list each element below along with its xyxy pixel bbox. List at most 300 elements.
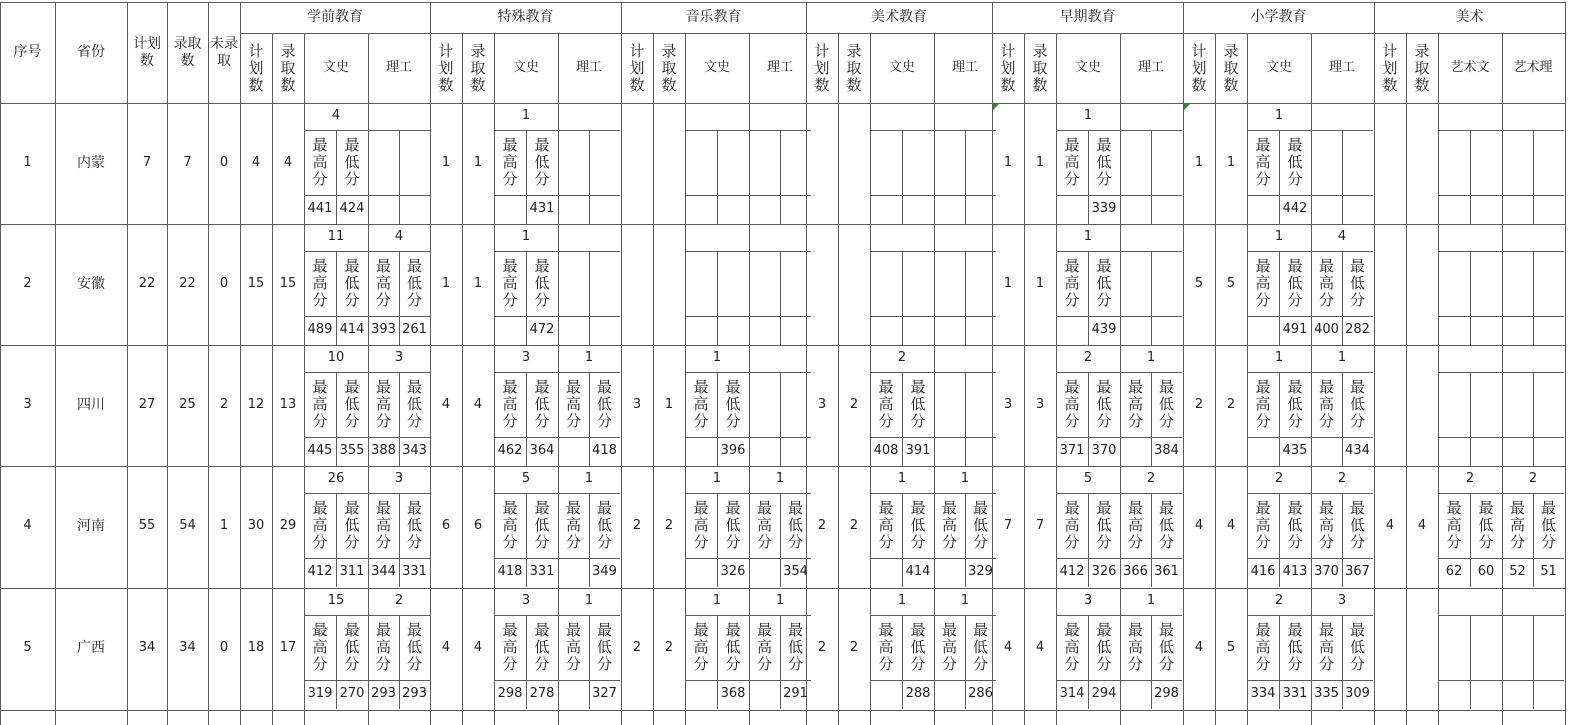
sub-header-plan[interactable]: 计划数 <box>629 41 645 94</box>
wen-min-label[interactable]: 最低分 <box>534 378 550 430</box>
li-min-value[interactable]: 327 <box>592 686 617 702</box>
li-min-value[interactable] <box>1151 316 1182 345</box>
major-plan[interactable]: 2 <box>1194 397 1204 413</box>
wen-min-value[interactable]: 414 <box>339 322 365 338</box>
wen-min-label[interactable]: 最低分 <box>534 136 550 188</box>
li-min-value[interactable]: 343 <box>402 443 427 459</box>
wen-max-label[interactable]: 最高分 <box>1255 136 1271 188</box>
li-count[interactable]: 1 <box>1146 350 1156 366</box>
li-max-value[interactable] <box>749 316 780 345</box>
major-admitted[interactable] <box>653 224 685 345</box>
wen-max-label[interactable]: 最高分 <box>1064 378 1080 430</box>
wen-min-label[interactable]: 最低分 <box>1478 499 1494 551</box>
major-admitted[interactable]: 4 <box>1035 640 1045 656</box>
li-min-label[interactable]: 最低分 <box>406 499 422 551</box>
wen-min-value[interactable]: 326 <box>1091 564 1117 580</box>
li-min-value[interactable]: 286 <box>968 686 993 702</box>
li-min-value[interactable]: 434 <box>1345 443 1370 459</box>
wen-min-value[interactable]: 331 <box>529 564 555 580</box>
wen-max-value[interactable]: 462 <box>497 443 523 459</box>
wen-min-label[interactable]: 最低分 <box>725 499 741 551</box>
major-header[interactable]: 学前教育 <box>307 8 363 25</box>
row-not-admitted[interactable]: 1 <box>219 518 229 534</box>
wen-max-value[interactable]: 298 <box>497 686 523 702</box>
li-max-value[interactable] <box>1120 680 1151 709</box>
wen-max-label[interactable]: 最高分 <box>878 499 894 551</box>
li-count[interactable]: 3 <box>1337 593 1347 609</box>
sub-header-art-wen[interactable]: 艺术文 <box>1450 59 1490 75</box>
wen-min-label[interactable]: 最低分 <box>725 621 741 673</box>
wen-min-label[interactable]: 最低分 <box>534 621 550 673</box>
wen-min-label[interactable]: 最低分 <box>910 499 926 551</box>
major-admitted[interactable]: 2 <box>849 640 859 656</box>
wen-max-value[interactable]: 441 <box>307 201 333 217</box>
sub-header-admitted[interactable]: 录取数 <box>1032 41 1048 94</box>
wen-min-label[interactable]: 最低分 <box>1096 257 1112 309</box>
wen-min-value[interactable]: 414 <box>905 564 931 580</box>
wen-max-value[interactable] <box>1247 437 1279 466</box>
li-max-value[interactable]: 370 <box>1314 564 1339 580</box>
major-admitted[interactable]: 1 <box>1226 155 1236 171</box>
li-min-value[interactable] <box>1533 437 1564 466</box>
li-min-label[interactable]: 最低分 <box>406 257 422 309</box>
major-admitted[interactable]: 3 <box>1035 397 1045 413</box>
wen-min-value[interactable]: 364 <box>529 443 555 459</box>
wen-count[interactable]: 1 <box>897 471 907 487</box>
li-max-value[interactable]: 388 <box>371 443 396 459</box>
wen-min-label[interactable]: 最低分 <box>910 621 926 673</box>
wen-max-value[interactable]: 408 <box>873 443 899 459</box>
li-min-value[interactable]: 418 <box>592 443 617 459</box>
li-max-label[interactable]: 最高分 <box>565 621 581 673</box>
li-max-value[interactable] <box>1502 437 1533 466</box>
wen-max-value[interactable] <box>685 316 717 345</box>
wen-min-value[interactable]: 60 <box>1477 564 1495 580</box>
wen-max-value[interactable] <box>870 316 902 345</box>
li-count[interactable]: 4 <box>1337 229 1347 245</box>
li-min-value[interactable] <box>1533 195 1564 224</box>
major-admitted[interactable]: 17 <box>279 640 297 656</box>
li-min-value[interactable]: 293 <box>402 686 427 702</box>
wen-min-value[interactable]: 491 <box>1282 322 1308 338</box>
li-min-value[interactable]: 261 <box>402 322 427 338</box>
wen-count[interactable]: 11 <box>327 229 345 245</box>
li-count[interactable]: 1 <box>584 471 594 487</box>
major-admitted[interactable]: 29 <box>279 518 297 534</box>
li-min-label[interactable]: 最低分 <box>972 621 988 673</box>
row-province[interactable]: 广西 <box>77 639 105 656</box>
li-count[interactable]: 3 <box>394 350 404 366</box>
li-max-value[interactable]: 52 <box>1509 564 1526 580</box>
li-max-value[interactable]: 335 <box>1314 686 1339 702</box>
wen-max-value[interactable]: 412 <box>307 564 333 580</box>
li-count[interactable]: 2 <box>1528 471 1538 487</box>
wen-min-label[interactable]: 最低分 <box>1096 378 1112 430</box>
row-not-admitted[interactable]: 0 <box>219 276 229 292</box>
sub-header-wenshi[interactable]: 文史 <box>888 59 915 75</box>
li-count[interactable] <box>749 345 811 372</box>
wen-max-value[interactable] <box>685 680 717 709</box>
row-province[interactable]: 内蒙 <box>77 154 105 171</box>
wen-count[interactable]: 2 <box>1083 350 1093 366</box>
major-plan[interactable]: 4 <box>441 397 451 413</box>
wen-count[interactable] <box>1438 345 1502 372</box>
li-count[interactable]: 1 <box>960 471 970 487</box>
wen-max-value[interactable] <box>685 195 717 224</box>
major-header[interactable]: 美术 <box>1455 8 1484 25</box>
major-plan[interactable] <box>806 224 838 345</box>
wen-max-value[interactable]: 334 <box>1250 686 1276 702</box>
li-max-label[interactable]: 最高分 <box>375 257 391 309</box>
wen-count[interactable]: 1 <box>1083 229 1093 245</box>
li-max-label[interactable]: 最高分 <box>1318 257 1334 309</box>
major-admitted[interactable]: 1 <box>1035 276 1045 292</box>
li-max-value[interactable] <box>558 437 589 466</box>
row-admitted[interactable]: 54 <box>179 518 196 534</box>
wen-max-value[interactable] <box>870 680 902 709</box>
wen-count[interactable] <box>1438 103 1502 130</box>
sub-header-admitted[interactable]: 录取数 <box>280 41 296 94</box>
sub-header-ligong[interactable]: 理工 <box>1328 59 1355 75</box>
li-max-value[interactable] <box>749 437 780 466</box>
major-admitted[interactable]: 1 <box>473 276 483 292</box>
wen-count[interactable]: 3 <box>521 350 531 366</box>
major-admitted[interactable]: 4 <box>473 397 483 413</box>
li-max-value[interactable] <box>1502 316 1533 345</box>
li-count[interactable]: 2 <box>1146 471 1156 487</box>
major-admitted[interactable]: 5 <box>1226 640 1236 656</box>
li-count[interactable]: 1 <box>775 593 785 609</box>
row-plan[interactable]: 22 <box>138 276 156 292</box>
wen-max-value[interactable] <box>1438 680 1470 709</box>
li-max-label[interactable]: 最高分 <box>375 621 391 673</box>
li-min-label[interactable]: 最低分 <box>596 499 612 551</box>
row-not-admitted[interactable]: 0 <box>219 640 229 656</box>
li-max-value[interactable] <box>1120 437 1151 466</box>
li-max-value[interactable]: 366 <box>1123 564 1148 580</box>
li-min-value[interactable]: 354 <box>783 564 808 580</box>
wen-min-value[interactable]: 472 <box>529 322 555 338</box>
row-province[interactable]: 安徽 <box>77 275 105 292</box>
major-plan[interactable]: 1 <box>441 276 451 292</box>
wen-max-label[interactable]: 最高分 <box>312 378 328 430</box>
wen-count[interactable]: 1 <box>1083 108 1093 124</box>
wen-max-label[interactable]: 最高分 <box>878 378 894 430</box>
li-max-value[interactable] <box>558 195 589 224</box>
major-admitted[interactable]: 2 <box>664 518 674 534</box>
wen-count[interactable]: 1 <box>1274 350 1284 366</box>
major-plan[interactable]: 3 <box>632 397 642 413</box>
li-max-value[interactable] <box>934 558 965 587</box>
wen-min-label[interactable]: 最低分 <box>1287 136 1303 188</box>
li-max-label[interactable]: 最高分 <box>756 621 772 673</box>
row-plan[interactable]: 27 <box>138 397 156 413</box>
wen-min-value[interactable]: 431 <box>529 201 555 217</box>
li-max-label[interactable]: 最高分 <box>565 499 581 551</box>
wen-max-value[interactable] <box>870 195 902 224</box>
wen-min-value[interactable]: 424 <box>339 201 365 217</box>
li-count[interactable]: 1 <box>960 593 970 609</box>
li-count[interactable]: 1 <box>1337 350 1347 366</box>
wen-max-label[interactable]: 最高分 <box>502 378 518 430</box>
sub-header-admitted[interactable]: 录取数 <box>661 41 677 94</box>
li-max-label[interactable]: 最高分 <box>1127 378 1143 430</box>
wen-count[interactable]: 1 <box>712 593 722 609</box>
sub-header-plan[interactable]: 计划数 <box>1191 41 1207 94</box>
major-plan[interactable]: 15 <box>247 276 265 292</box>
wen-min-label[interactable]: 最低分 <box>344 621 360 673</box>
sub-header-wenshi[interactable]: 文史 <box>322 59 349 75</box>
sub-header-plan[interactable]: 计划数 <box>1382 41 1398 94</box>
li-min-label[interactable]: 最低分 <box>406 378 422 430</box>
row-admitted[interactable]: 34 <box>179 640 196 656</box>
sub-header-admitted[interactable]: 录取数 <box>470 41 486 94</box>
major-plan[interactable]: 3 <box>817 397 827 413</box>
wen-count[interactable]: 4 <box>331 108 341 124</box>
wen-count[interactable]: 26 <box>327 471 345 487</box>
wen-max-value[interactable]: 371 <box>1059 443 1085 459</box>
major-admitted[interactable]: 4 <box>1226 518 1236 534</box>
wen-max-label[interactable]: 最高分 <box>878 621 894 673</box>
wen-min-value[interactable] <box>1470 680 1502 709</box>
wen-max-value[interactable] <box>685 437 717 466</box>
li-count[interactable]: 2 <box>1337 471 1347 487</box>
major-plan[interactable]: 30 <box>247 518 265 534</box>
li-count[interactable]: 4 <box>394 229 404 245</box>
li-max-value[interactable]: 293 <box>371 686 396 702</box>
sub-header-plan[interactable]: 计划数 <box>438 41 454 94</box>
wen-count[interactable] <box>1438 224 1502 251</box>
li-min-label[interactable]: 最低分 <box>1349 257 1365 309</box>
header-not-admitted[interactable]: 未录取 <box>210 35 238 69</box>
li-min-value[interactable] <box>589 316 620 345</box>
wen-count[interactable]: 2 <box>1274 593 1284 609</box>
wen-max-label[interactable]: 最高分 <box>502 136 518 188</box>
row-seq[interactable]: 2 <box>23 276 32 292</box>
wen-max-label[interactable]: 最高分 <box>1255 378 1271 430</box>
major-header[interactable]: 美术教育 <box>871 8 927 25</box>
wen-max-label[interactable]: 最高分 <box>1446 499 1462 551</box>
major-plan[interactable]: 7 <box>1003 518 1013 534</box>
wen-max-label[interactable]: 最高分 <box>1064 621 1080 673</box>
major-header[interactable]: 早期教育 <box>1059 8 1116 25</box>
major-admitted[interactable]: 4 <box>473 640 483 656</box>
sub-header-plan[interactable]: 计划数 <box>248 41 264 94</box>
major-admitted[interactable]: 1 <box>473 155 483 171</box>
header-admitted[interactable]: 录取数 <box>173 35 202 69</box>
major-plan[interactable]: 3 <box>1003 397 1013 413</box>
li-min-value[interactable]: 309 <box>1345 686 1370 702</box>
wen-max-label[interactable]: 最高分 <box>312 621 328 673</box>
wen-min-value[interactable]: 288 <box>905 686 931 702</box>
major-admitted[interactable]: 1 <box>1035 155 1045 171</box>
wen-min-value[interactable] <box>902 195 934 224</box>
major-admitted[interactable]: 6 <box>473 518 483 534</box>
row-seq[interactable]: 4 <box>23 518 32 534</box>
header-plan[interactable]: 计划数 <box>133 35 161 69</box>
major-plan[interactable]: 4 <box>1194 640 1204 656</box>
major-plan[interactable]: 1 <box>441 155 451 171</box>
sub-header-wenshi[interactable]: 文史 <box>1265 59 1292 75</box>
major-header[interactable]: 小学教育 <box>1250 8 1307 25</box>
sub-header-ligong[interactable]: 理工 <box>385 59 412 75</box>
wen-count[interactable]: 2 <box>897 350 907 366</box>
major-admitted[interactable] <box>1406 103 1438 224</box>
header-province[interactable]: 省份 <box>77 43 105 60</box>
wen-max-value[interactable]: 445 <box>307 443 333 459</box>
li-count[interactable]: 2 <box>394 593 404 609</box>
wen-min-value[interactable]: 439 <box>1091 322 1117 338</box>
row-seq[interactable]: 5 <box>23 640 32 656</box>
li-min-value[interactable]: 51 <box>1540 564 1557 580</box>
wen-min-label[interactable]: 最低分 <box>1096 499 1112 551</box>
li-count[interactable] <box>558 224 620 251</box>
major-admitted[interactable]: 2 <box>664 640 674 656</box>
major-admitted[interactable]: 7 <box>1035 518 1045 534</box>
li-min-label[interactable]: 最低分 <box>972 499 988 551</box>
major-admitted[interactable] <box>1406 345 1438 466</box>
wen-min-label[interactable]: 最低分 <box>534 257 550 309</box>
li-max-label[interactable]: 最高分 <box>941 499 957 551</box>
wen-count[interactable]: 1 <box>712 471 722 487</box>
wen-max-value[interactable]: 62 <box>1445 564 1463 580</box>
wen-max-value[interactable]: 319 <box>307 686 333 702</box>
major-admitted[interactable] <box>653 103 685 224</box>
major-header[interactable]: 音乐教育 <box>685 8 742 25</box>
wen-min-value[interactable]: 339 <box>1091 201 1117 217</box>
li-max-label[interactable]: 最高分 <box>1127 499 1143 551</box>
li-count[interactable] <box>1311 103 1373 130</box>
wen-max-value[interactable]: 314 <box>1059 686 1085 702</box>
row-admitted[interactable]: 25 <box>179 397 196 413</box>
li-min-label[interactable]: 最低分 <box>1349 621 1365 673</box>
row-admitted[interactable]: 7 <box>183 155 192 171</box>
li-max-value[interactable]: 393 <box>371 322 396 338</box>
row-plan[interactable]: 34 <box>138 640 156 656</box>
wen-max-label[interactable]: 最高分 <box>312 136 328 188</box>
major-plan[interactable] <box>621 103 653 224</box>
wen-min-label[interactable]: 最低分 <box>910 378 926 430</box>
wen-max-value[interactable] <box>494 316 526 345</box>
li-max-value[interactable] <box>749 195 780 224</box>
wen-max-value[interactable] <box>1247 316 1279 345</box>
wen-max-value[interactable]: 489 <box>307 322 333 338</box>
li-min-value[interactable] <box>1533 680 1564 709</box>
li-max-value[interactable] <box>1311 437 1342 466</box>
sub-header-plan[interactable]: 计划数 <box>814 41 830 94</box>
li-max-label[interactable]: 最高分 <box>1318 378 1334 430</box>
wen-min-value[interactable] <box>1470 195 1502 224</box>
sub-header-wenshi[interactable]: 文史 <box>512 59 539 75</box>
wen-max-value[interactable] <box>1247 195 1279 224</box>
wen-max-label[interactable]: 最高分 <box>502 499 518 551</box>
wen-max-value[interactable] <box>1056 316 1088 345</box>
sub-header-ligong[interactable]: 理工 <box>951 59 978 75</box>
major-plan[interactable]: 18 <box>247 640 265 656</box>
major-admitted[interactable] <box>838 103 870 224</box>
wen-min-value[interactable]: 370 <box>1091 443 1117 459</box>
major-plan[interactable]: 4 <box>1003 640 1013 656</box>
wen-max-value[interactable] <box>685 558 717 587</box>
major-plan[interactable]: 2 <box>817 640 827 656</box>
wen-max-label[interactable]: 最高分 <box>1064 499 1080 551</box>
sub-header-art-li[interactable]: 艺术理 <box>1513 59 1553 75</box>
wen-max-value[interactable] <box>1438 195 1470 224</box>
li-min-label[interactable]: 最低分 <box>1158 378 1174 430</box>
wen-min-label[interactable]: 最低分 <box>1287 499 1303 551</box>
li-min-label[interactable]: 最低分 <box>596 621 612 673</box>
wen-min-value[interactable]: 270 <box>339 686 365 702</box>
wen-max-value[interactable]: 412 <box>1059 564 1085 580</box>
li-min-label[interactable]: 最低分 <box>1349 378 1365 430</box>
wen-min-label[interactable]: 最低分 <box>344 378 360 430</box>
row-seq[interactable]: 1 <box>23 155 32 171</box>
li-count[interactable]: 1 <box>1146 593 1156 609</box>
major-plan[interactable]: 1 <box>1194 155 1204 171</box>
wen-min-value[interactable] <box>717 316 749 345</box>
li-max-value[interactable] <box>558 558 589 587</box>
major-admitted[interactable]: 2 <box>849 397 859 413</box>
li-count[interactable] <box>1502 103 1564 130</box>
li-max-value[interactable] <box>749 558 780 587</box>
wen-max-label[interactable]: 最高分 <box>1064 257 1080 309</box>
major-plan[interactable]: 2 <box>632 640 642 656</box>
li-min-value[interactable]: 384 <box>1154 443 1179 459</box>
wen-min-value[interactable]: 413 <box>1282 564 1308 580</box>
wen-count[interactable]: 1 <box>521 108 531 124</box>
wen-max-label[interactable]: 最高分 <box>1255 499 1271 551</box>
li-max-label[interactable]: 最高分 <box>941 621 957 673</box>
li-count[interactable] <box>749 224 811 251</box>
wen-min-label[interactable]: 最低分 <box>344 136 360 188</box>
li-min-value[interactable] <box>1533 316 1564 345</box>
sub-header-admitted[interactable]: 录取数 <box>1223 41 1239 94</box>
wen-max-value[interactable] <box>1056 195 1088 224</box>
wen-count[interactable]: 1 <box>1274 108 1284 124</box>
wen-max-label[interactable]: 最高分 <box>312 257 328 309</box>
row-plan[interactable]: 7 <box>142 155 152 171</box>
li-min-label[interactable]: 最低分 <box>1158 499 1174 551</box>
major-admitted[interactable]: 4 <box>1417 518 1427 534</box>
sub-header-admitted[interactable]: 录取数 <box>846 41 862 94</box>
major-admitted[interactable] <box>1406 224 1438 345</box>
major-plan[interactable]: 2 <box>817 518 827 534</box>
sub-header-wenshi[interactable]: 文史 <box>1074 59 1101 75</box>
wen-min-value[interactable]: 326 <box>720 564 746 580</box>
wen-count[interactable] <box>685 224 749 251</box>
li-max-value[interactable] <box>934 680 965 709</box>
wen-min-value[interactable]: 435 <box>1282 443 1308 459</box>
row-not-admitted[interactable]: 2 <box>219 397 229 413</box>
wen-max-label[interactable]: 最高分 <box>1255 621 1271 673</box>
wen-max-value[interactable] <box>494 195 526 224</box>
wen-max-label[interactable]: 最高分 <box>1255 257 1271 309</box>
major-plan[interactable] <box>1374 588 1406 709</box>
wen-max-label[interactable]: 最高分 <box>312 499 328 551</box>
li-count[interactable] <box>1120 224 1182 251</box>
wen-min-value[interactable]: 396 <box>720 443 746 459</box>
wen-count[interactable]: 1 <box>897 593 907 609</box>
wen-min-value[interactable]: 331 <box>1282 686 1308 702</box>
row-admitted[interactable]: 22 <box>179 276 196 292</box>
li-max-value[interactable] <box>749 680 780 709</box>
wen-min-value[interactable] <box>1470 437 1502 466</box>
li-min-value[interactable]: 331 <box>402 564 427 580</box>
major-admitted[interactable]: 2 <box>849 518 859 534</box>
li-min-label[interactable]: 最低分 <box>787 499 803 551</box>
wen-count[interactable] <box>870 224 934 251</box>
major-admitted[interactable] <box>1406 588 1438 709</box>
